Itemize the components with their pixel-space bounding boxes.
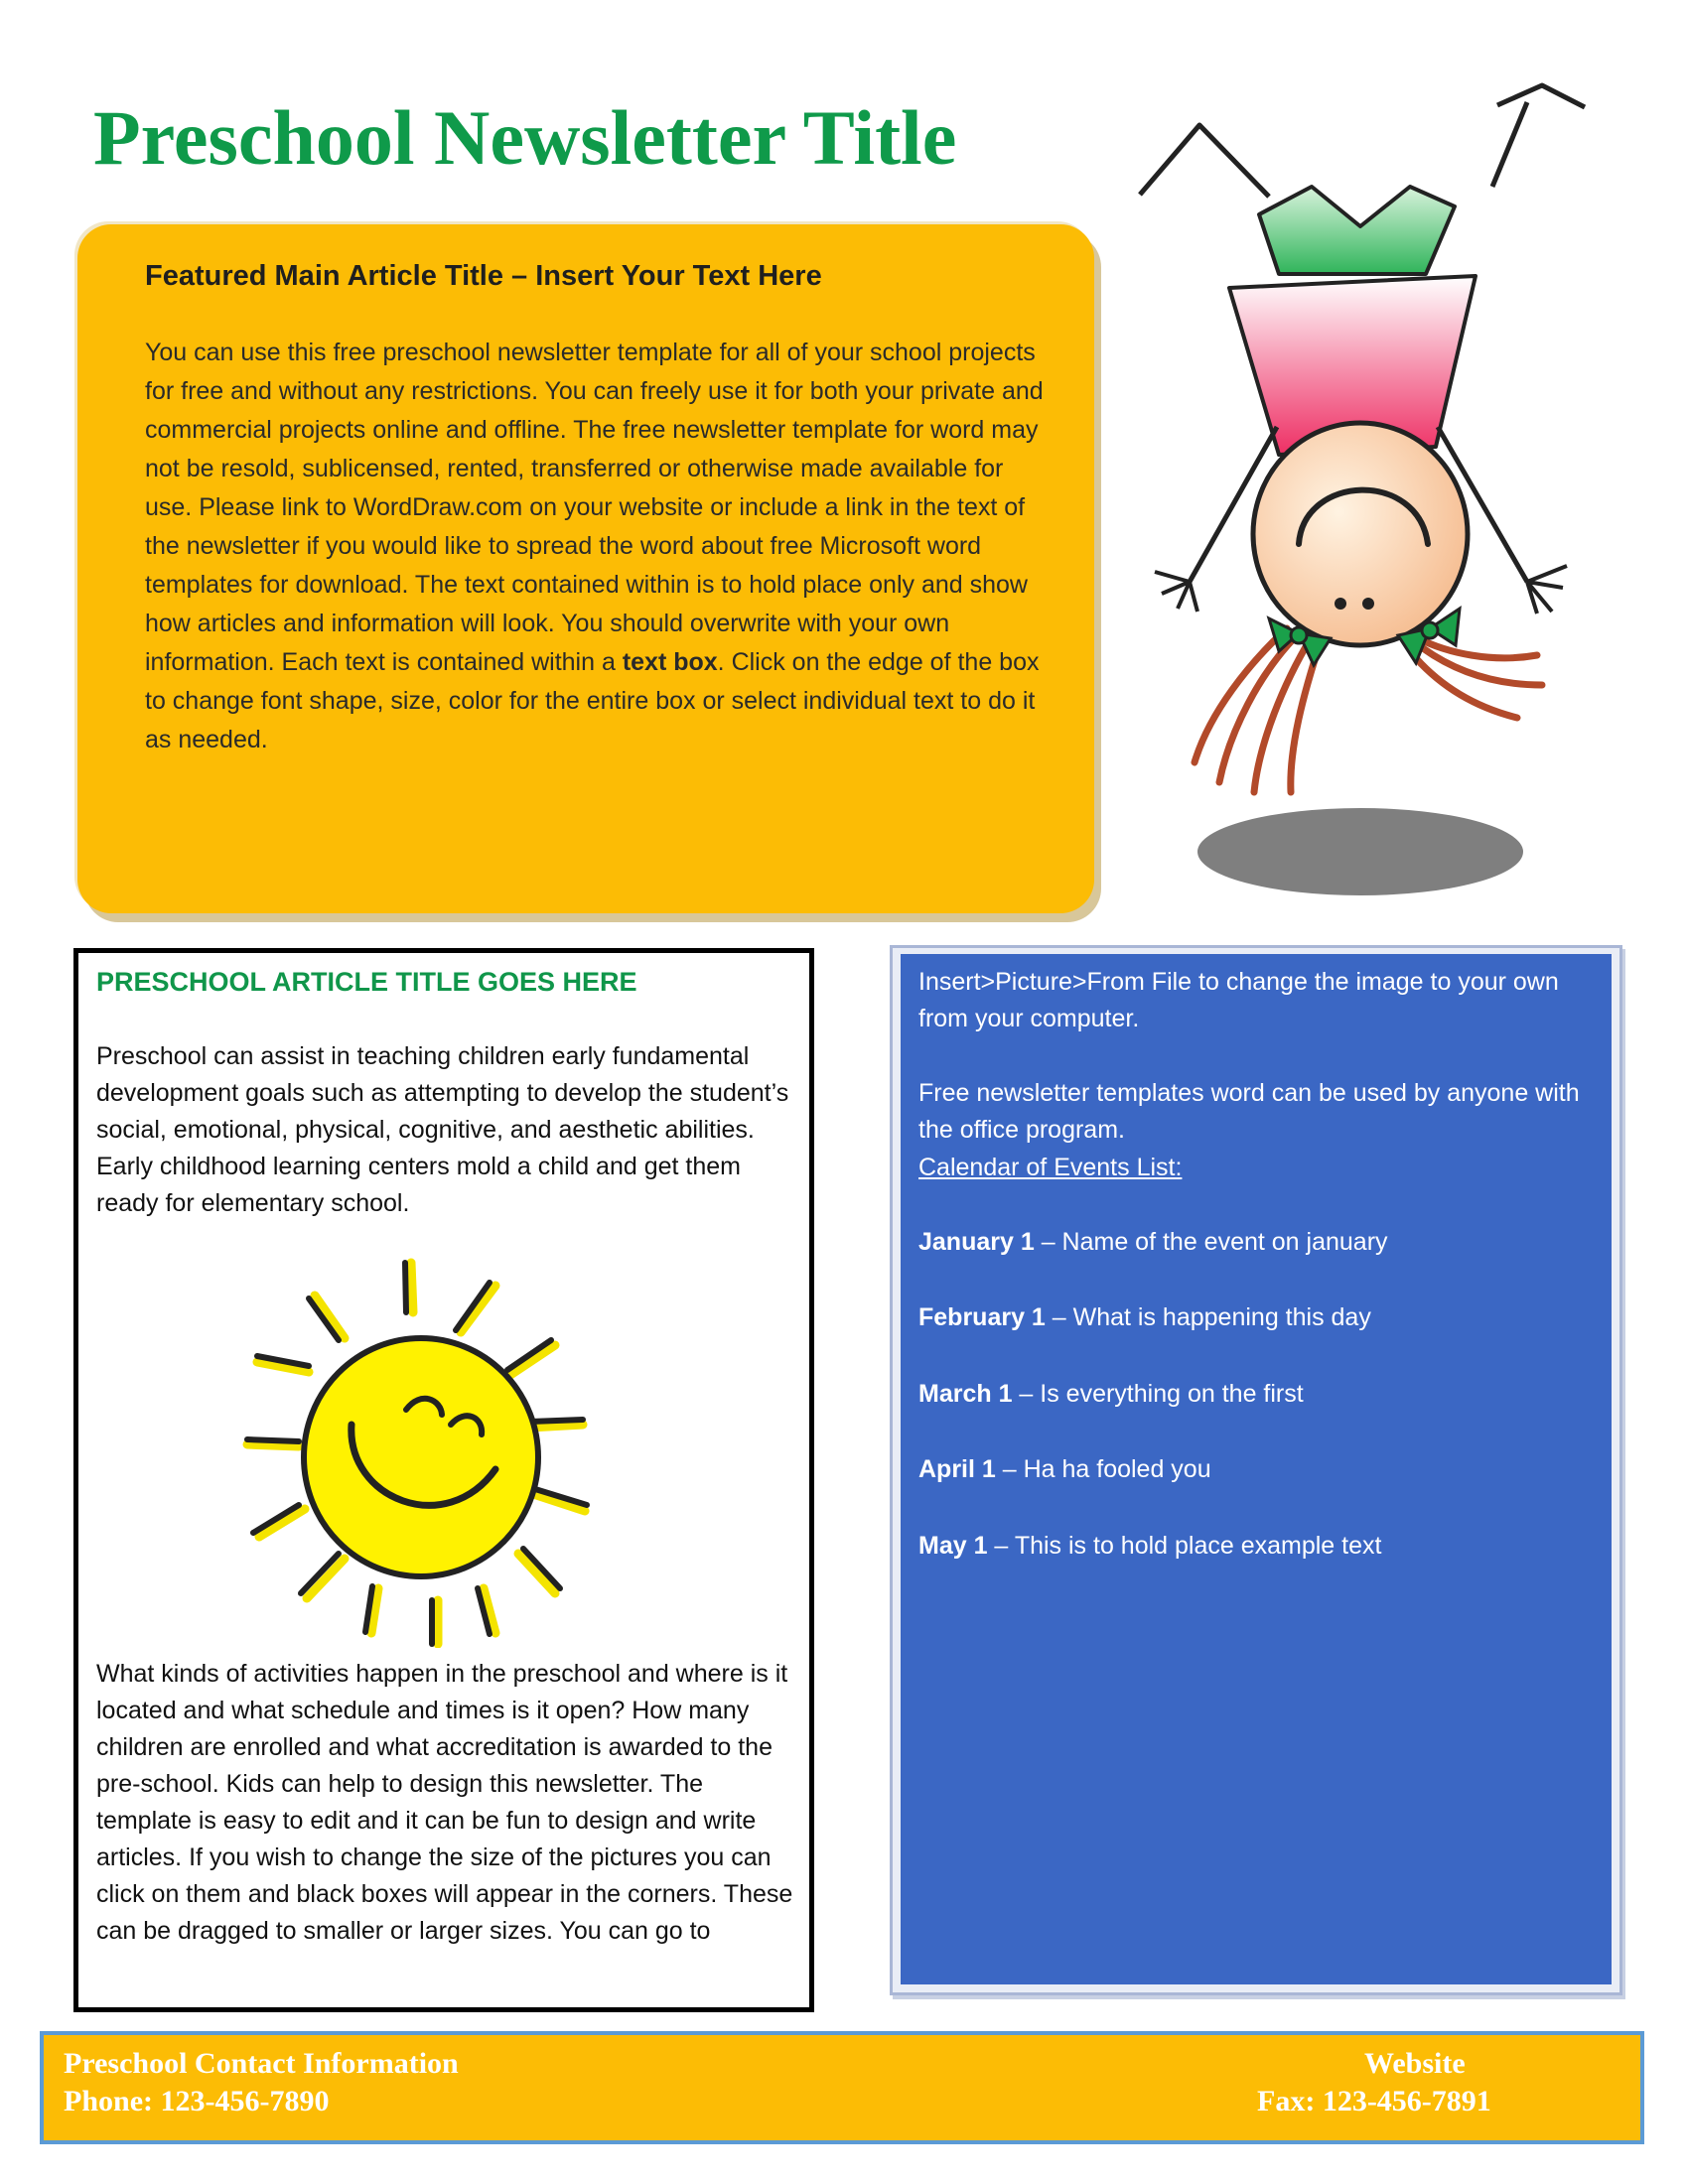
event-date: February 1 [918, 1303, 1046, 1331]
smiling-sun-image[interactable] [217, 1251, 634, 1648]
fax-number: Fax: 123-456-7891 [1257, 2085, 1491, 2117]
sidebar-note-text: Free newsletter templates word can be used by anyone with the office program. [918, 1079, 1580, 1144]
phone-number: Phone: 123-456-7890 [64, 2085, 330, 2117]
event-item [918, 1528, 1604, 1565]
event-date: May 1 [918, 1532, 988, 1560]
events-sidebar-box[interactable] [890, 945, 1622, 1995]
featured-body-text-1: You can use this free preschool newsletter template for all of your school projects for free and without any restrictions. You can freely use it for both your private and commercial projects online and offline. The free newsletter template for word may not be resold, sublicensed, rented, transferred or otherwise made available for use. Please link to WordDraw.com on your website or include a link in the text of the newsletter if you would like to spread the word about free Microsoft word templates for download. The text contained within is to hold place only and show how articles and information will look. You should overwrite with your own information. Each text is contained within a [145, 339, 1044, 676]
featured-article-title: Featured Main Article Title – Insert Your Text Here [145, 260, 822, 292]
website-link[interactable]: Website [1364, 2047, 1466, 2080]
featured-article-body [145, 334, 1049, 759]
upside-down-girl-image[interactable] [1100, 77, 1617, 901]
featured-article-box[interactable] [77, 224, 1094, 913]
calendar-heading: Calendar of Events List: [918, 1154, 1183, 1181]
contact-label: Preschool Contact Information [64, 2047, 459, 2080]
featured-body-bold: text box [622, 648, 718, 676]
newsletter-title: Preschool Newsletter Title [93, 94, 957, 181]
events-sidebar-panel [901, 954, 1612, 1984]
contact-footer[interactable] [40, 2031, 1644, 2144]
featured-body-text-2: . Click on the edge of the box to change font shape, size, color for the entire box or select individual text to do it as needed. [145, 648, 1040, 753]
sidebar-intro-text: Insert>Picture>From File to change the image to your own from your computer. [918, 968, 1559, 1032]
event-text: – Is everything on the first [1012, 1380, 1304, 1408]
event-date: April 1 [918, 1455, 996, 1483]
event-text: – Ha ha fooled you [995, 1455, 1211, 1483]
preschool-article-box[interactable] [73, 948, 814, 2012]
event-date: March 1 [918, 1380, 1013, 1408]
event-text: – What is happening this day [1045, 1303, 1371, 1331]
event-item [918, 1299, 1604, 1336]
preschool-article-paragraph-2: What kinds of activities happen in the preschool and where is it located and what schedule and times is it open? How many children are enrolled and what accreditation is awarded to the pre-school. Kids can help to design this newsletter. The template is easy to edit and it can be fun to design and write articles. If you wish to change the size of the pictures you can click on them and black boxes will appear in the corners. These can be dragged to smaller or larger sizes. You can go to [96, 1660, 793, 1945]
event-text: – This is to hold place example text [987, 1532, 1382, 1560]
event-item [918, 1451, 1604, 1488]
event-text: – Name of the event on january [1034, 1228, 1388, 1256]
event-item [918, 1376, 1604, 1413]
event-date: January 1 [918, 1228, 1035, 1256]
preschool-article-title: PRESCHOOL ARTICLE TITLE GOES HERE [96, 967, 637, 997]
preschool-article-paragraph-1: Preschool can assist in teaching children early fundamental development goals such as attempting to develop the student’s social, emotional, physical, cognitive, and aesthetic abilities. Early childhood learning centers mold a child and get them ready for elementary school. [96, 1042, 789, 1217]
event-item [918, 1224, 1604, 1261]
